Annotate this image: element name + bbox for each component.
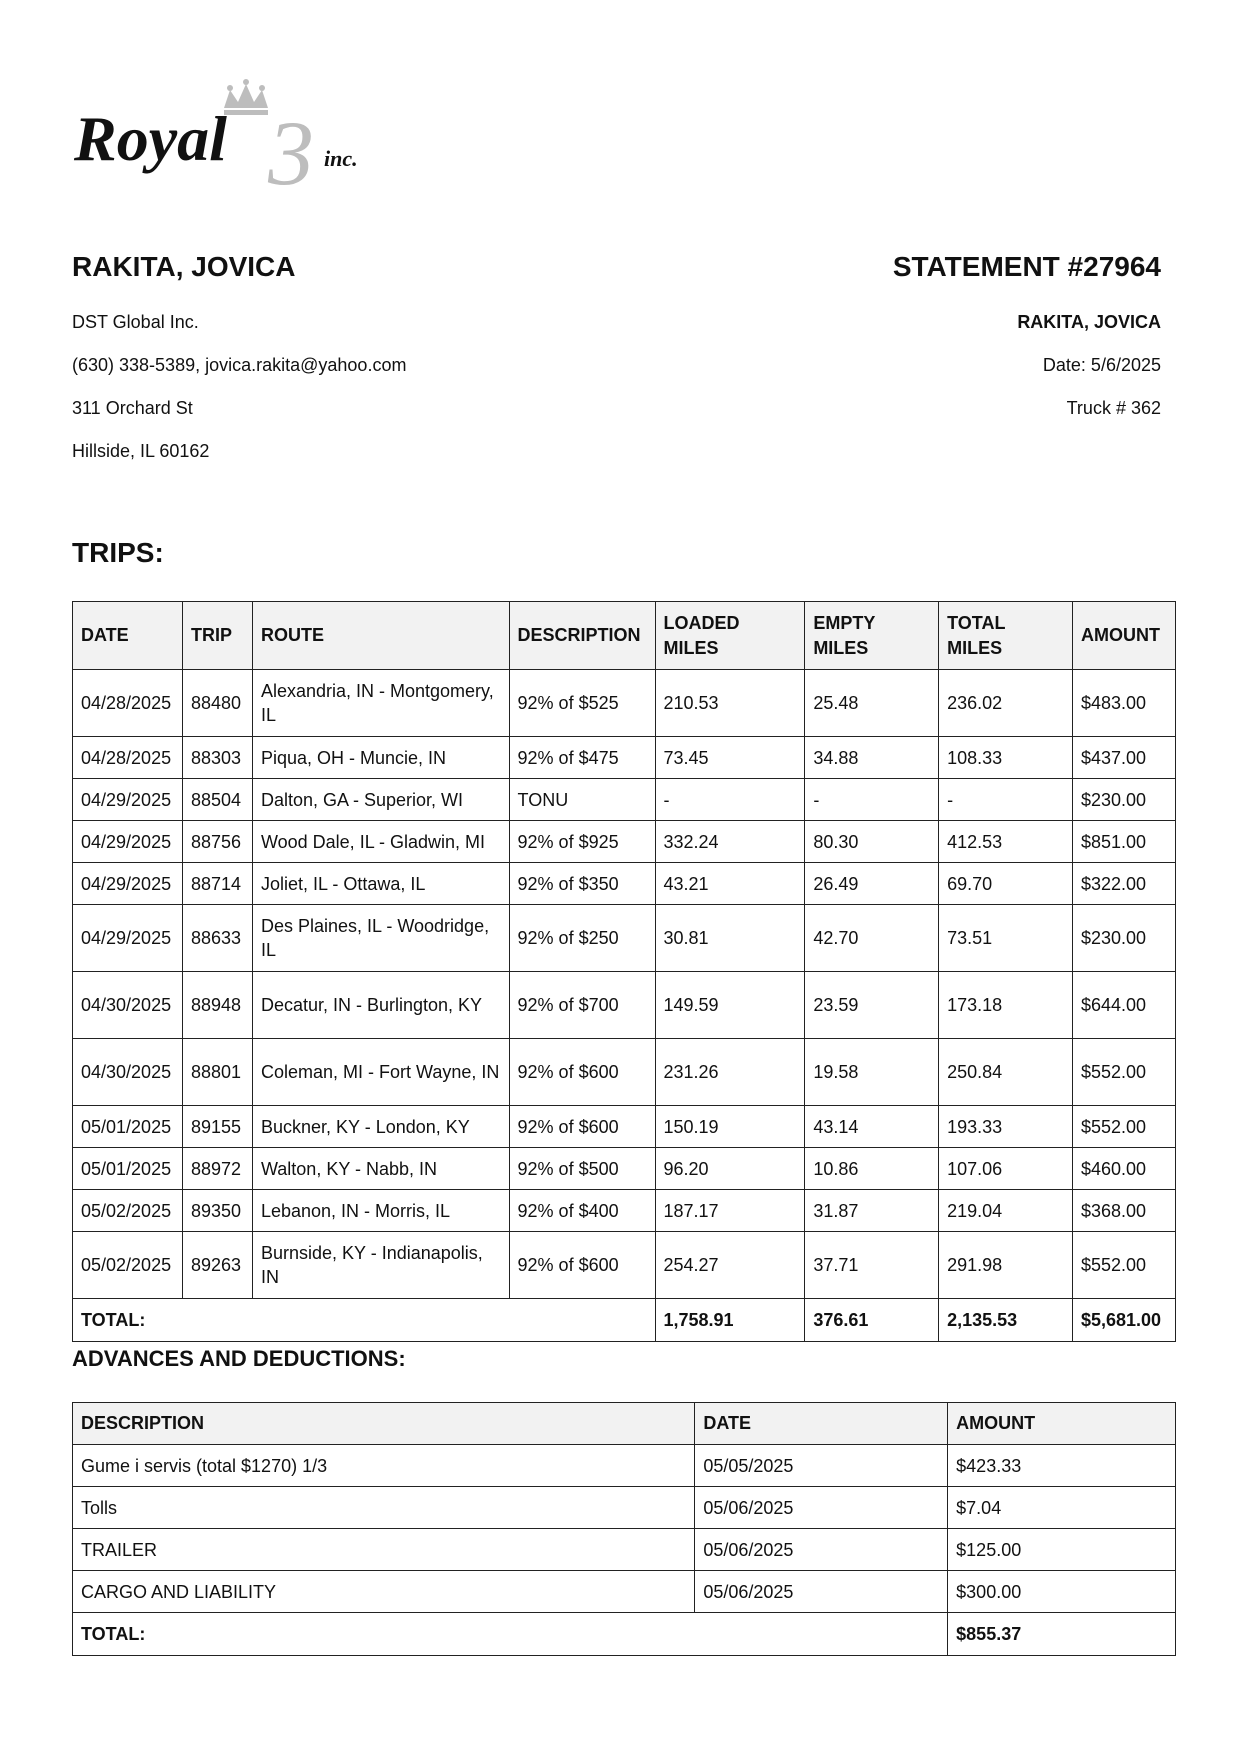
col-header-loaded-miles: LOADED MILES [655, 602, 805, 670]
trip-total-miles: 412.53 [939, 821, 1073, 863]
trip-loaded-miles: 210.53 [655, 670, 805, 737]
trip-empty-miles: 26.49 [805, 863, 939, 905]
trip-number: 89263 [182, 1232, 252, 1299]
address-line-2: Hillside, IL 60162 [72, 441, 210, 461]
advance-amount: $125.00 [948, 1529, 1176, 1571]
advance-date: 05/06/2025 [695, 1487, 948, 1529]
trip-date: 04/29/2025 [73, 821, 183, 863]
trip-loaded-miles: 254.27 [655, 1232, 805, 1299]
advance-description: Tolls [73, 1487, 695, 1529]
table-row [73, 1445, 1176, 1487]
trip-number: 88303 [182, 737, 252, 779]
trip-route: Wood Dale, IL - Gladwin, MI [252, 821, 509, 863]
trip-number: 88756 [182, 821, 252, 863]
trip-description: 92% of $350 [509, 863, 655, 905]
trip-description: 92% of $500 [509, 1148, 655, 1190]
trip-loaded-miles: 73.45 [655, 737, 805, 779]
trip-total-miles: 69.70 [939, 863, 1073, 905]
adv-col-header-amount: AMOUNT [948, 1403, 1176, 1445]
trip-date: 05/01/2025 [73, 1148, 183, 1190]
table-row [73, 1232, 1176, 1299]
truck-number: Truck # 362 [1066, 398, 1161, 418]
trip-description: 92% of $600 [509, 1039, 655, 1106]
trip-loaded-miles: 43.21 [655, 863, 805, 905]
trips-total-row [73, 1299, 1176, 1342]
trip-date: 04/29/2025 [73, 779, 183, 821]
trip-amount: $368.00 [1072, 1190, 1175, 1232]
trip-empty-miles: 10.86 [805, 1148, 939, 1190]
trips-total-label: TOTAL: [73, 1299, 656, 1342]
trip-amount: $483.00 [1072, 670, 1175, 737]
trip-empty-miles: 31.87 [805, 1190, 939, 1232]
trip-date: 05/01/2025 [73, 1106, 183, 1148]
crown-icon [224, 79, 268, 115]
trip-empty-miles: 34.88 [805, 737, 939, 779]
trip-total-miles: - [939, 779, 1073, 821]
statement-driver-name: RAKITA, JOVICA [1017, 312, 1161, 332]
statement-date: Date: 5/6/2025 [1042, 355, 1161, 375]
trip-route: Walton, KY - Nabb, IN [252, 1148, 509, 1190]
trip-route: Buckner, KY - London, KY [252, 1106, 509, 1148]
trip-description: 92% of $925 [509, 821, 655, 863]
trip-route: Des Plaines, IL - Woodridge, IL [252, 905, 509, 972]
advance-date: 05/06/2025 [695, 1529, 948, 1571]
statement-number-heading: STATEMENT #27964 [892, 251, 1161, 282]
trip-amount: $552.00 [1072, 1106, 1175, 1148]
trip-loaded-miles: 332.24 [655, 821, 805, 863]
trip-number: 89155 [182, 1106, 252, 1148]
trip-description: 92% of $600 [509, 1232, 655, 1299]
trip-description: 92% of $475 [509, 737, 655, 779]
trips-section-title: TRIPS: [72, 537, 164, 568]
trip-total-miles: 236.02 [939, 670, 1073, 737]
table-row [73, 670, 1176, 737]
trip-route: Coleman, MI - Fort Wayne, IN [252, 1039, 509, 1106]
trip-loaded-miles: 231.26 [655, 1039, 805, 1106]
trip-empty-miles: 37.71 [805, 1232, 939, 1299]
table-row [73, 1106, 1176, 1148]
trip-route: Dalton, GA - Superior, WI [252, 779, 509, 821]
trip-description: 92% of $250 [509, 905, 655, 972]
advance-date: 05/05/2025 [695, 1445, 948, 1487]
advance-date: 05/06/2025 [695, 1571, 948, 1613]
trip-loaded-miles: 149.59 [655, 972, 805, 1039]
trip-number: 88714 [182, 863, 252, 905]
advance-amount: $7.04 [948, 1487, 1176, 1529]
advance-amount: $423.33 [948, 1445, 1176, 1487]
trip-route: Decatur, IN - Burlington, KY [252, 972, 509, 1039]
trip-date: 04/28/2025 [73, 670, 183, 737]
trip-amount: $437.00 [1072, 737, 1175, 779]
trip-amount: $322.00 [1072, 863, 1175, 905]
trip-description: 92% of $400 [509, 1190, 655, 1232]
trip-date: 04/28/2025 [73, 737, 183, 779]
trip-number: 88972 [182, 1148, 252, 1190]
trip-empty-miles: 43.14 [805, 1106, 939, 1148]
col-header-total-miles: TOTAL MILES [939, 602, 1073, 670]
table-row [73, 737, 1176, 779]
trip-number: 88801 [182, 1039, 252, 1106]
trip-empty-miles: 25.48 [805, 670, 939, 737]
advances-table [72, 1402, 1176, 1656]
trip-loaded-miles: 187.17 [655, 1190, 805, 1232]
trip-loaded-miles: - [655, 779, 805, 821]
advances-total-amount: $855.37 [948, 1613, 1176, 1656]
trip-description: 92% of $525 [509, 670, 655, 737]
advances-header-row [73, 1403, 1176, 1445]
trips-total-loaded: 1,758.91 [655, 1299, 805, 1342]
trip-route: Lebanon, IN - Morris, IL [252, 1190, 509, 1232]
trip-empty-miles: 19.58 [805, 1039, 939, 1106]
trip-total-miles: 291.98 [939, 1232, 1073, 1299]
trip-date: 04/30/2025 [73, 1039, 183, 1106]
company-name: DST Global Inc. [72, 312, 199, 332]
trip-route: Piqua, OH - Muncie, IN [252, 737, 509, 779]
adv-col-header-date: DATE [695, 1403, 948, 1445]
trip-amount: $552.00 [1072, 1039, 1175, 1106]
logo-numeral: 3 [268, 102, 314, 192]
trips-total-amount: $5,681.00 [1072, 1299, 1175, 1342]
advance-description: TRAILER [73, 1529, 695, 1571]
table-row [73, 972, 1176, 1039]
table-row [73, 1148, 1176, 1190]
driver-name-heading: RAKITA, JOVICA [72, 251, 296, 282]
col-header-trip: TRIP [182, 602, 252, 670]
contact-info: (630) 338-5389, jovica.rakita@yahoo.com [72, 355, 407, 375]
trip-total-miles: 107.06 [939, 1148, 1073, 1190]
col-header-date: DATE [73, 602, 183, 670]
trips-total-empty: 376.61 [805, 1299, 939, 1342]
trip-empty-miles: 42.70 [805, 905, 939, 972]
trip-date: 04/30/2025 [73, 972, 183, 1039]
table-row [73, 1487, 1176, 1529]
table-row [73, 863, 1176, 905]
trip-description: 92% of $600 [509, 1106, 655, 1148]
advances-total-label: TOTAL: [73, 1613, 948, 1656]
trip-total-miles: 219.04 [939, 1190, 1073, 1232]
trips-header-row [73, 602, 1176, 670]
table-row [73, 1039, 1176, 1106]
trip-amount: $230.00 [1072, 905, 1175, 972]
trip-amount: $460.00 [1072, 1148, 1175, 1190]
trip-amount: $552.00 [1072, 1232, 1175, 1299]
trip-number: 88504 [182, 779, 252, 821]
table-row [73, 779, 1176, 821]
trip-number: 88948 [182, 972, 252, 1039]
trips-table [72, 601, 1176, 1342]
logo-suffix: inc. [324, 146, 358, 171]
trip-number: 89350 [182, 1190, 252, 1232]
col-header-route: ROUTE [252, 602, 509, 670]
trip-date: 04/29/2025 [73, 905, 183, 972]
advances-total-row [73, 1613, 1176, 1656]
table-row [73, 905, 1176, 972]
trip-amount: $851.00 [1072, 821, 1175, 863]
trip-route: Burnside, KY - Indianapolis, IN [252, 1232, 509, 1299]
table-row [73, 1529, 1176, 1571]
trip-description: 92% of $700 [509, 972, 655, 1039]
col-header-description: DESCRIPTION [509, 602, 655, 670]
company-logo [72, 72, 392, 192]
trip-loaded-miles: 96.20 [655, 1148, 805, 1190]
advances-section-title: ADVANCES AND DEDUCTIONS: [72, 1346, 406, 1371]
trip-total-miles: 250.84 [939, 1039, 1073, 1106]
trip-empty-miles: - [805, 779, 939, 821]
trip-empty-miles: 23.59 [805, 972, 939, 1039]
trip-route: Alexandria, IN - Montgomery, IL [252, 670, 509, 737]
advance-amount: $300.00 [948, 1571, 1176, 1613]
trip-amount: $230.00 [1072, 779, 1175, 821]
table-row [73, 1190, 1176, 1232]
royal-3-logo [72, 72, 392, 192]
trip-date: 05/02/2025 [73, 1190, 183, 1232]
trip-description: TONU [509, 779, 655, 821]
table-row [73, 821, 1176, 863]
trip-total-miles: 108.33 [939, 737, 1073, 779]
trip-loaded-miles: 150.19 [655, 1106, 805, 1148]
trip-total-miles: 173.18 [939, 972, 1073, 1039]
adv-col-header-description: DESCRIPTION [73, 1403, 695, 1445]
trip-date: 05/02/2025 [73, 1232, 183, 1299]
trip-route: Joliet, IL - Ottawa, IL [252, 863, 509, 905]
logo-wordmark: Royal [74, 103, 227, 174]
trip-date: 04/29/2025 [73, 863, 183, 905]
trip-empty-miles: 80.30 [805, 821, 939, 863]
table-row [73, 1571, 1176, 1613]
address-line-1: 311 Orchard St [72, 398, 193, 418]
trip-number: 88480 [182, 670, 252, 737]
trip-amount: $644.00 [1072, 972, 1175, 1039]
trip-total-miles: 73.51 [939, 905, 1073, 972]
col-header-amount: AMOUNT [1072, 602, 1175, 670]
trips-total-miles: 2,135.53 [939, 1299, 1073, 1342]
trip-loaded-miles: 30.81 [655, 905, 805, 972]
col-header-empty-miles: EMPTY MILES [805, 602, 939, 670]
advance-description: Gume i servis (total $1270) 1/3 [73, 1445, 695, 1487]
advance-description: CARGO AND LIABILITY [73, 1571, 695, 1613]
trip-number: 88633 [182, 905, 252, 972]
trip-total-miles: 193.33 [939, 1106, 1073, 1148]
